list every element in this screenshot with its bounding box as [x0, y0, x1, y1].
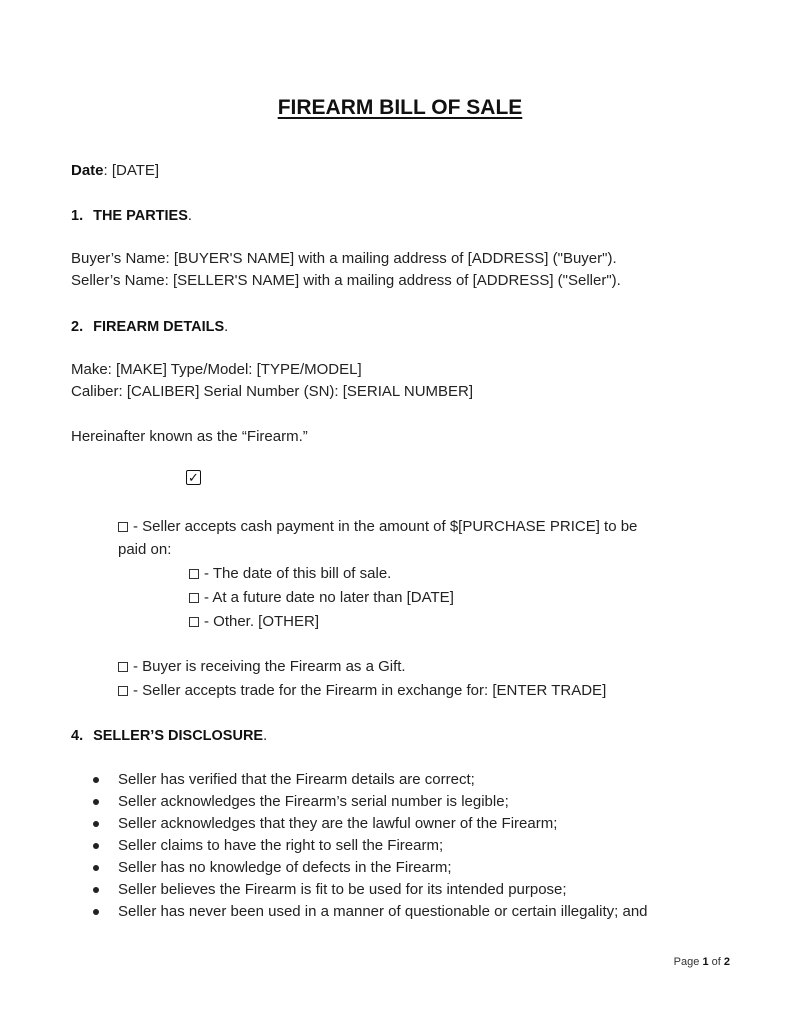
section-1-heading: 1. THE PARTIES.	[71, 208, 192, 224]
option-text: - The date of this bill of sale.	[204, 565, 392, 582]
option-text: - At a future date no later than [DATE]	[204, 589, 454, 606]
payment-future-date-option[interactable]	[189, 588, 454, 608]
date-line	[71, 161, 159, 181]
section-title: SELLER’S DISCLOSURE	[93, 728, 264, 744]
cash-payment-text: - Seller accepts cash payment in the amount of $[PURCHASE PRICE] to be	[133, 518, 638, 535]
section-title: FIREARM DETAILS	[93, 319, 225, 335]
disclosure-item: Seller acknowledges that they are the lawful owner of the Firearm;	[118, 815, 558, 832]
checkbox-icon[interactable]	[189, 569, 199, 579]
page-number	[674, 956, 730, 968]
section-number: 4.	[71, 728, 84, 744]
current-page: 1	[702, 956, 709, 968]
disclosure-item: Seller acknowledges the Firearm’s serial number is legible;	[118, 793, 509, 810]
checked-checkbox-icon[interactable]: ✓	[186, 470, 201, 485]
page-word: Page	[673, 956, 700, 968]
bullet-icon	[93, 887, 99, 893]
buyer-name-line: Buyer’s Name: [BUYER'S NAME] with a mailing address of [ADDRESS] ("Buyer").	[71, 250, 617, 267]
checkbox-icon[interactable]	[118, 522, 128, 532]
bullet-icon	[93, 799, 99, 805]
section-number: 1.	[71, 208, 84, 224]
checkbox-icon[interactable]	[189, 617, 199, 627]
bullet-icon	[93, 777, 99, 783]
section-title: THE PARTIES	[93, 208, 188, 224]
bullet-icon	[93, 843, 99, 849]
disclosure-item: Seller has never been used in a manner of questionable or certain illegality; and	[118, 903, 648, 920]
section-2-heading: 2. FIREARM DETAILS.	[71, 319, 229, 335]
hereinafter-line: Hereinafter known as the “Firearm.”	[71, 428, 308, 445]
trade-text: - Seller accepts trade for the Firearm in exchange for: [ENTER TRADE]	[133, 682, 607, 699]
seller-name-line: Seller’s Name: [SELLER'S NAME] with a mailing address of [ADDRESS] ("Seller").	[71, 272, 621, 289]
caliber-serial-line: Caliber: [CALIBER] Serial Number (SN): [SERIAL NUMBER]	[71, 383, 474, 400]
payment-date-option[interactable]	[189, 564, 391, 584]
of-word: of	[711, 956, 721, 968]
section-number: 2.	[71, 319, 84, 335]
total-pages: 2	[723, 956, 730, 968]
checkbox-icon[interactable]	[189, 593, 199, 603]
payment-other-option[interactable]	[189, 612, 319, 632]
document-title: FIREARM BILL OF SALE	[277, 96, 523, 119]
gift-text: - Buyer is receiving the Firearm as a Gift.	[133, 658, 406, 675]
trade-option[interactable]	[118, 681, 606, 701]
bullet-icon	[93, 909, 99, 915]
checkbox-icon[interactable]	[118, 662, 128, 672]
disclosure-item: Seller claims to have the right to sell the Firearm;	[118, 837, 444, 854]
option-text: - Other. [OTHER]	[204, 613, 320, 630]
section-4-heading: 4. SELLER’S DISCLOSURE.	[71, 728, 268, 744]
disclosure-item: Seller believes the Firearm is fit to be used for its intended purpose;	[118, 881, 567, 898]
make-model-line: Make: [MAKE] Type/Model: [TYPE/MODEL]	[71, 361, 362, 378]
disclosure-item: Seller has no knowledge of defects in the Firearm;	[118, 859, 452, 876]
date-label: Date	[71, 162, 104, 179]
cash-payment-option[interactable]	[118, 517, 637, 537]
bullet-icon	[93, 821, 99, 827]
disclosure-item: Seller has verified that the Firearm details are correct;	[118, 771, 475, 788]
checkbox-icon[interactable]	[118, 686, 128, 696]
bullet-icon	[93, 865, 99, 871]
cash-payment-continuation: paid on:	[118, 541, 172, 558]
gift-option[interactable]	[118, 657, 406, 677]
date-value: : [DATE]	[103, 162, 160, 179]
